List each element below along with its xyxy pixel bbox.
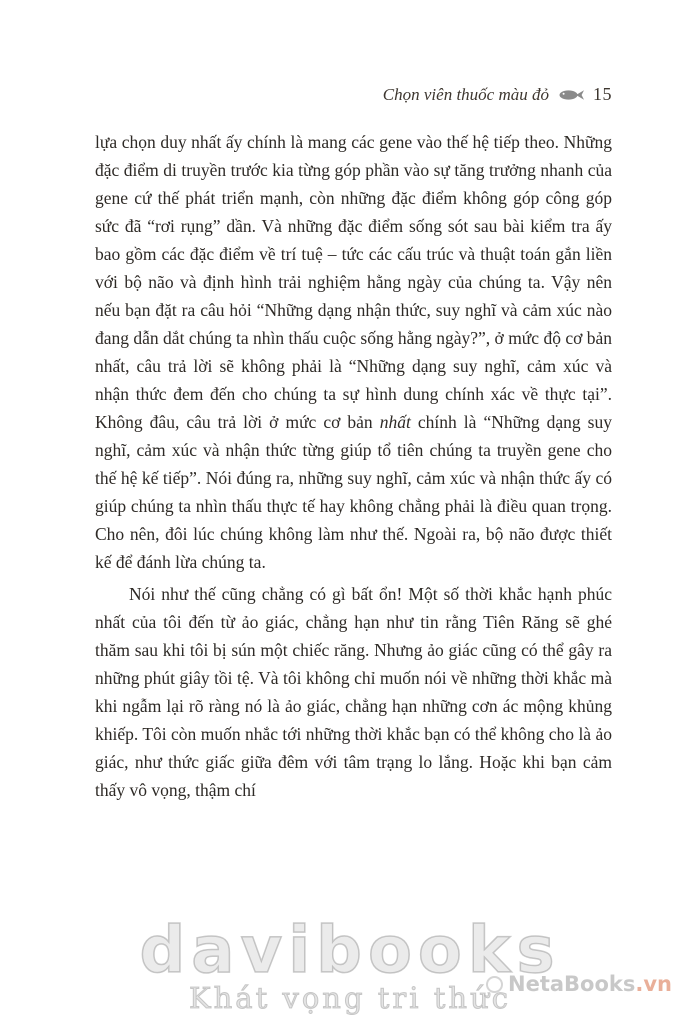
chapter-title: Chọn viên thuốc màu đỏ [382, 84, 549, 104]
body-text [95, 128, 612, 804]
netabooks-brand-text: NetaBooks [508, 972, 636, 996]
fish-ornament-icon [558, 88, 584, 102]
netabooks-watermark [486, 972, 672, 996]
page-number: 15 [593, 84, 612, 104]
running-header [95, 84, 612, 105]
paragraph-text: chính là “Những dạng suy nghĩ, cảm xúc và nhận thức từng giúp tổ tiên chúng ta truyền gene cho thế hệ kế tiếp”. Nói đúng ra, những suy nghĩ, cảm xúc và nhận thức ấy có giúp chúng ta nhìn thấu thực tế hay không chẳng phải là điều quan trọng. Cho nên, đôi lúc chúng không làm như thế. Ngoài ra, bộ não được thiết kế để đánh lừa chúng ta. [95, 412, 612, 572]
watermark-slogan: Khát vọng tri thức [188, 981, 512, 1016]
watermark-brand: davibooks [139, 914, 561, 988]
watermark [0, 914, 700, 1016]
paragraph: Nói như thế cũng chẳng có gì bất ổn! Một số thời khắc hạnh phúc nhất của tôi đến từ ảo giác, chẳng hạn như tin rằng Tiên Răng sẽ ghé thăm sau khi tôi bị sún một chiếc răng. Nhưng ảo giác cũng có thể gây ra những phút giây tồi tệ. Và tôi không chỉ muốn nói về những thời khắc mà khi ngẫm lại rõ ràng nó là ảo giác, chẳng hạn những cơn ác mộng khủng khiếp. Tôi còn muốn nhắc tới những thời khắc bạn có thể không cho là ảo giác, như thức giấc giữa đêm với tâm trạng lo lắng. Hoặc khi bạn cảm thấy vô vọng, thậm chí [95, 584, 612, 800]
netabooks-tld-text: .vn [635, 972, 672, 996]
paragraph [95, 128, 612, 576]
paragraph-text: lựa chọn duy nhất ấy chính là mang các gene vào thế hệ tiếp theo. Những đặc điểm di truyền trước kia từng góp phần vào sự tăng trưởng nhanh của gene cứ thế phát triển mạnh, còn những đặc điểm không góp công góp sức đã “rơi rụng” dần. Và những đặc điểm sống sót sau bài kiểm tra ấy bao gồm các đặc điểm về trí tuệ – tức các cấu trúc và thuật toán gắn liền với bộ não và định hình trải nghiệm hằng ngày của chúng ta. Vậy nên nếu bạn đặt ra câu hỏi “Những dạng nhận thức, suy nghĩ và cảm xúc nào đang dẫn dắt chúng ta nhìn thấu cuộc sống hằng ngày?”, ở mức độ cơ bản nhất, câu trả lời sẽ không phải là “Những dạng suy nghĩ, cảm xúc và nhận thức đem đến cho chúng ta sự hình dung chính xác về thực tại”. Không đâu, câu trả lời ở mức cơ bản [95, 132, 612, 432]
italic-word: nhất [379, 412, 411, 432]
netabooks-logo-icon [486, 976, 503, 993]
